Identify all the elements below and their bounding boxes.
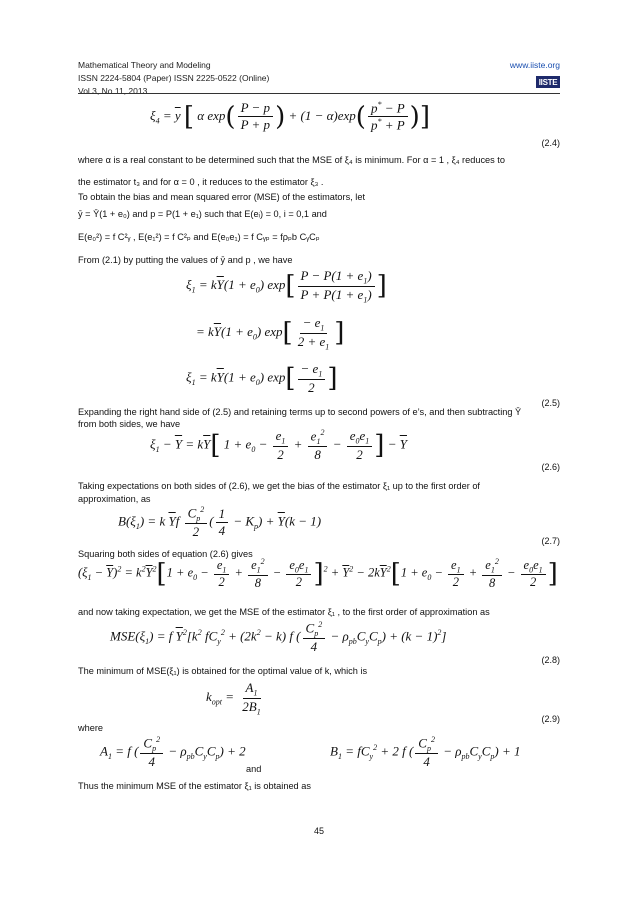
paragraph-expanding: Expanding the right hand side of (2.5) and retaining terms up to second powers of e’s, and then subtracting Ȳ <box>78 407 522 417</box>
label-and: and <box>246 764 262 774</box>
paragraph-from-both: from both sides, we have <box>78 419 181 429</box>
paragraph-from-2-1: From (2.1) by putting the values of ȳ and p , we have <box>78 255 293 265</box>
equation-number-2-4: (2.4) <box>541 138 560 148</box>
equation-2-7: $B(\xi_1) = k$ $\overline{Y}f$ $\frac{C_p^2}{2}$ ( $\frac{1}{4}$ − $K_p) + \overline{Y}(k - 1)$ <box>118 505 322 539</box>
volume-line: Vol.3, No.11, 2013 <box>78 86 148 96</box>
paragraph-expectations: E(e₀²) = f C²ᵧ , E(e₁²) = f C²ₚ and E(e₀e₁) = f Cᵧₚ = fρₚb CᵧCₚ <box>78 232 320 242</box>
equation-2-9: $k_{opt}$ = $\frac{A_1}{2B_1}$ <box>206 680 261 717</box>
equation-2-5-line1: $\xi_1 = k\overline{Y}(1 + e_0)$ exp[ $\frac{P - P(1 + e_1)}{P + P(1 + e_1)}$ ] <box>186 268 387 305</box>
header-divider <box>78 93 560 94</box>
equation-number-2-7: (2.7) <box>541 536 560 546</box>
paragraph-taking-expectations: Taking expectations on both sides of (2.6), we get the bias of the estimator ξ₁ up to the first order of <box>78 481 480 491</box>
paragraph-minimum: The minimum of MSE(ξ₁) is obtained for the optimal value of k, which is <box>78 666 368 676</box>
equation-squared: $(\xi_1 - \overline{Y})^2 = k^2\overline{Y}^2[1 + e_0$ − $\frac{e_1}{2}$ + $\frac{e_1^2}{8}$ − $\frac{e_0e_1}{2}$ ]$^2 + \overline{Y}^2 - 2k\overline{Y}^2[1 + e_0$ − $\frac{e_1}{2}$ + $\frac{e_1^2}{8}$ − $\frac{e_0e_1}{2}$ ] <box>78 557 558 590</box>
paragraph-where: where <box>78 723 104 733</box>
equation-number-2-8: (2.8) <box>541 655 560 665</box>
issn-line: ISSN 2224-5804 (Paper) ISSN 2225-0522 (Online) <box>78 73 270 83</box>
paragraph-where-alpha: where α is a real constant to be determined such that the MSE of ξ₄ is minimum. For α = 1 , ξ₄ reduces to <box>78 155 505 165</box>
journal-name: Mathematical Theory and Modeling <box>78 60 211 70</box>
iiste-logo: IISTE <box>536 76 560 88</box>
page-number: 45 <box>313 826 324 836</box>
equation-number-2-5: (2.5) <box>541 398 560 408</box>
equation-2-8: $MSE(\xi_1) = f$ $\overline{Y}^2[k^2$ $fC_y^2 + (2k^2 - k)$ f ( $\frac{C_p^2}{4}$ − $\rho_{pb}C_yC_p) + (k - 1)^2$] <box>110 620 447 654</box>
equation-2-4: $\xi_4 = \overline{y}$ [ α exp( $\frac{P - p}{P + p}$ ) + (1 − α)exp( $\frac{p^* - P}{p^* + P}$ )] <box>150 100 430 133</box>
paragraph-obtain-bias: To obtain the bias and mean squared error (MSE) of the estimators, let <box>78 192 365 202</box>
equation-b1: $B_1 = fC_y^2 + 2$ f ( $\frac{C_p^2}{4}$ − $\rho_{pb}C_yC_p) + 1$ <box>330 735 521 769</box>
equation-2-5-line3: $\xi_1 = k\overline{Y}(1 + e_0)$ exp[ $\frac{- e_1}{2}$ ] <box>186 361 338 395</box>
paragraph-estimator: the estimator t₃ and for α = 0 , it reduces to the estimator ξ₃ . <box>78 177 324 187</box>
equation-number-2-6: (2.6) <box>541 462 560 472</box>
equation-2-5-line2: = $k\overline{Y}(1 + e_0)$ exp[ $\frac{- e_1}{2 + e_1}$ ] <box>196 315 345 352</box>
paragraph-let: ȳ = Ȳ(1 + e₀) and p = P(1 + e₁) such that E(eᵢ) = 0, i = 0,1 and <box>78 209 327 219</box>
equation-number-2-9: (2.9) <box>541 714 560 724</box>
paragraph-thus: Thus the minimum MSE of the estimator ξ₁ is obtained as <box>78 781 311 791</box>
equation-2-6: $\xi_1 - \overline{Y} = k\overline{Y}$[ $1 + e_0$ − $\frac{e_1}{2}$ + $\frac{e_1^2}{8}$ − $\frac{e_0e_1}{2}$ ] − $\overline{Y}$ <box>150 428 407 462</box>
equation-a1: $A_1 = f$ ( $\frac{C_p^2}{4}$ − $\rho_{pb}C_yC_p) + 2$ <box>100 735 246 769</box>
journal-url-link[interactable]: www.iiste.org <box>509 60 560 70</box>
paragraph-now-taking: and now taking expectation, we get the MSE of the estimator ξ₁ , to the first order of approximation as <box>78 607 490 617</box>
paragraph-approximation-as: approximation, as <box>78 494 151 504</box>
paragraph-squaring: Squaring both sides of equation (2.6) gives <box>78 549 253 559</box>
